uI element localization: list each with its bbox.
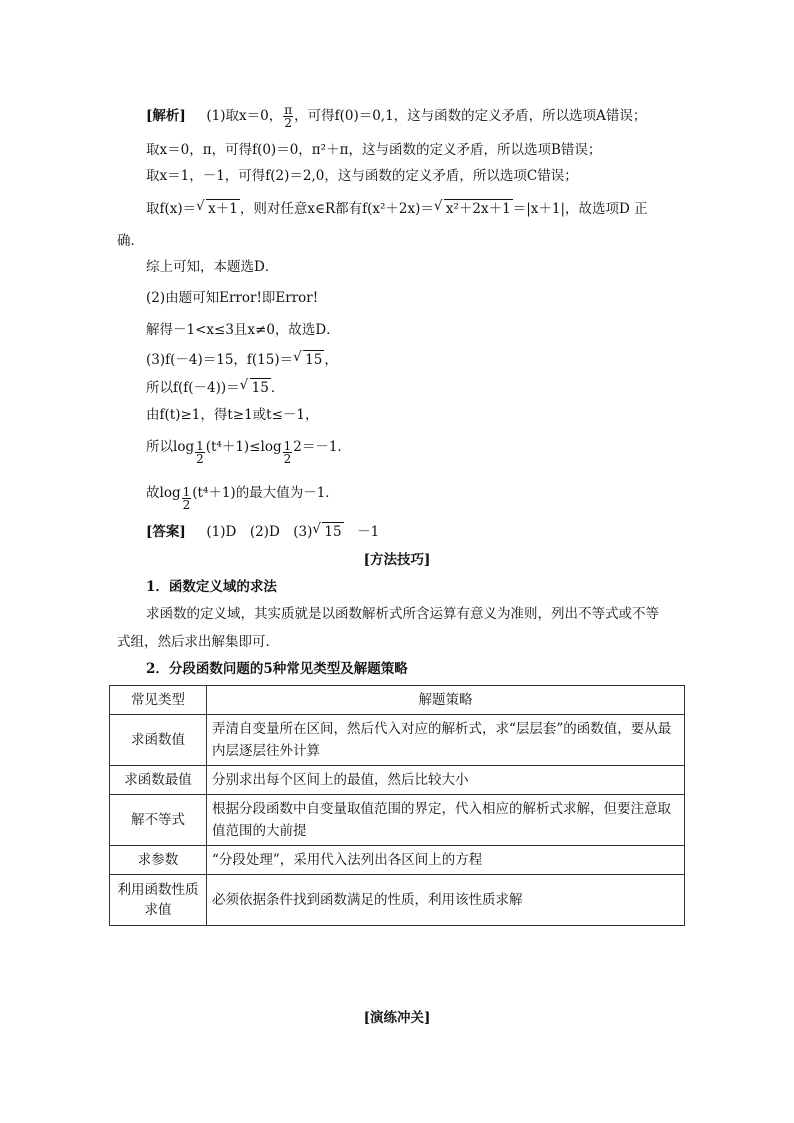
method-section-2-title: 2．分段函数问题的5种常见类型及解题策略 [146,661,408,677]
solution-line-6: (2)由题可知Error!即Error! [146,290,319,306]
table-cell-strategy: 分别求出每个区间上的最值，然后比较大小 [207,766,685,795]
sqrt-quadratic: √ x²＋2x＋1 [444,199,513,218]
sqrt-15: √ 15 [303,350,324,369]
table-header-type: 常见类型 [110,686,207,715]
solution-line-10: 由f(t)≥1，得t≥1或t≤－1， [146,407,319,423]
table-cell-strategy: “分段处理”，采用代入法列出各区间上的方程 [207,846,685,875]
method-section-1-body-2: 式组，然后求出解集即可． [117,634,279,650]
solution-line-8: (3)f(－4)＝15，f(15)＝√ 15 ， [146,350,338,369]
solution-line-4-cont: 确． [117,233,144,249]
table-cell-type: 求函数最值 [110,766,207,795]
pi-over-2-fraction: $\frac{\pi}{2}$ [284,103,293,130]
method-section-1-title: 1．函数定义域的求法 [146,579,277,595]
solution-line-12: 故log $\frac{1}{2}$ (t⁴＋1)的最大值为－1． [146,485,339,512]
table-row [110,715,685,766]
method-heading: [方法技巧] [363,552,431,568]
table-cell-strategy: 弄清自变量所在区间，然后代入对应的解析式，求“层层套”的函数值，要从最内层逐层往外计算 [207,715,685,766]
table-header-row [110,686,685,715]
table-cell-strategy: 根据分段函数中自变量取值范围的界定，代入相应的解析式求解，但要注意取值范围的大前提 [207,795,685,846]
solution-line-1 [146,104,646,129]
table-cell-type: 求参数 [110,846,207,875]
solution-tag: [解析] [146,108,186,124]
solution-line-4: 取f(x)＝√ x＋1 ，则对任意x∈R都有f(x²＋2x)＝√ x²＋2x＋1 ＝|x＋1|，故选项D 正 [146,199,648,218]
practice-heading: [演练冲关] [363,1010,431,1026]
table-row [110,795,685,846]
answer-line: [答案] (1)D (2)D (3)√ 15 －1 [146,522,379,541]
answer-tag: [答案] [146,524,186,540]
solution-line-1-pre: (1)取x＝0， [206,108,283,124]
sqrt-15: √ 15 [250,378,271,397]
table-cell-strategy: 必须依据条件找到函数满足的性质，利用该性质求解 [207,875,685,926]
solution-line-7: 解得－1<x≤3且x≠0，故选D． [146,322,340,338]
method-section-1-body-1: 求函数的定义域，其实质就是以函数解析式所含运算有意义为准则，列出不等式或不等 [146,606,659,622]
sqrt-15: √ 15 [322,522,343,541]
table-cell-type: 利用函数性质求值 [110,875,207,926]
solution-line-1-post: ，可得f(0)＝0,1，这与函数的定义矛盾，所以选项A错误； [294,108,647,124]
log-base-fraction: $\frac{1}{2}$ [283,439,292,466]
table-cell-type: 求函数值 [110,715,207,766]
table-cell-type: 解不等式 [110,795,207,846]
solution-line-5: 综上可知，本题选D． [146,259,279,275]
solution-line-9: 所以f(f(－4))＝√ 15 ． [146,378,284,397]
log-base-fraction: $\frac{1}{2}$ [196,439,204,466]
table-row [110,766,685,795]
solution-line-11: 所以log $\frac{1}{2}$ (t⁴＋1)≤log $\frac{1}{2}$ 2＝－1． [146,439,351,466]
table-row [110,875,685,926]
sqrt-x-plus-1: √ x＋1 [206,199,240,218]
table-header-strategy: 解题策略 [207,686,685,715]
log-base-fraction: $\frac{1}{2}$ [182,485,191,512]
table-row [110,846,685,875]
solution-line-2: 取x＝0，π，可得f(0)＝0，π²＋π，这与函数的定义矛盾，所以选项B错误； [146,142,602,158]
solution-line-3: 取x＝1，－1，可得f(2)＝2,0，这与函数的定义矛盾，所以选项C错误； [146,168,578,184]
strategy-table [109,685,685,926]
